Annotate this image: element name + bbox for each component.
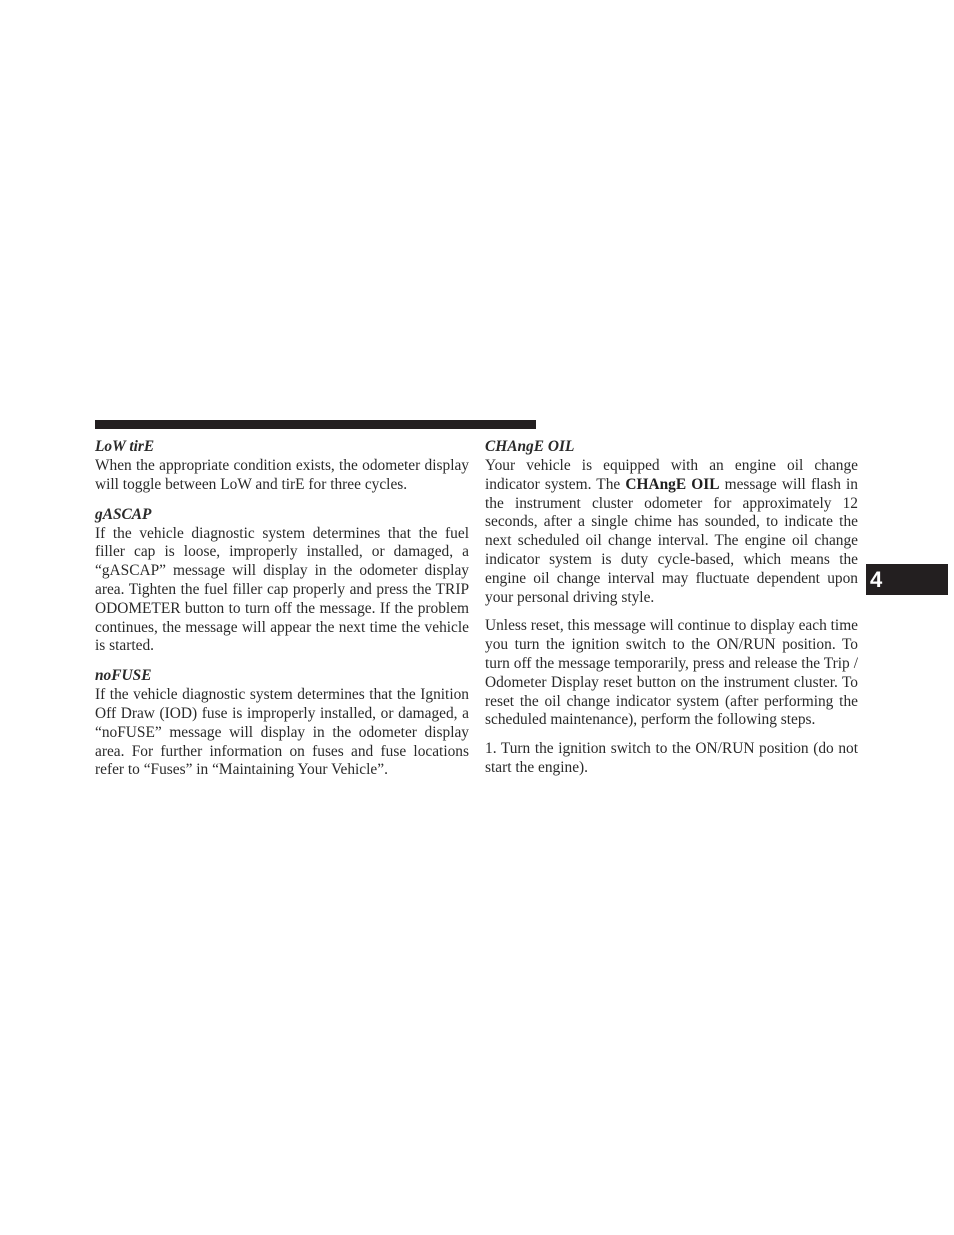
paragraph-nofuse: If the vehicle diagnostic system determines that the Ignition Off Draw (IOD) fuse is improperly installed, or damaged, a “noFUSE” message will display in the odometer display area. For further information on fuses and fuse locations refer to “Fuses” in “Maintaining Your Vehicle”. xyxy=(95,686,469,779)
chapter-tab xyxy=(866,564,948,595)
section-top-rule xyxy=(95,420,536,429)
paragraph-low-tire: When the appropriate condition exists, the odometer display will toggle between LoW and tirE for three cycles. xyxy=(95,457,469,493)
paragraph-change-oil xyxy=(485,457,858,607)
step-1: 1. Turn the ignition switch to the ON/RUN position (do not start the engine). xyxy=(485,740,858,776)
right-column xyxy=(485,437,858,786)
chapter-number: 4 xyxy=(870,567,883,592)
paragraph-reset: Unless reset, this message will continue to display each time you turn the ignition switch to the ON/RUN position. To turn off the message temporarily, press and release the Trip / Odometer Display reset button on the instrument cluster. To reset the oil change indicator system (after performing the scheduled maintenance), perform the following steps. xyxy=(485,617,858,729)
change-oil-bold-term: CHAngE OIL xyxy=(625,475,720,493)
section-gascap xyxy=(95,505,469,657)
left-column xyxy=(95,437,469,788)
section-change-oil xyxy=(485,437,858,607)
paragraph-gascap: If the vehicle diagnostic system determines that the fuel filler cap is loose, improperly installed, or damaged, a “gASCAP” message will display in the odometer display area. Tighten the fuel filler cap properly and press the TRIP ODOMETER button to turn off the message. If the problem continues, the message will appear the next time the vehicle is started. xyxy=(95,524,469,655)
heading-nofuse: noFUSE xyxy=(95,667,152,685)
heading-gascap: gASCAP xyxy=(95,505,152,523)
heading-change-oil: CHAngE OIL xyxy=(485,438,575,455)
heading-low-tire: LoW tirE xyxy=(95,438,155,455)
section-low-tire xyxy=(95,437,469,495)
change-oil-text-before: Your vehicle is equipped with an engine oil change indicator system. The xyxy=(485,457,858,493)
section-nofuse xyxy=(95,666,469,780)
change-oil-text-after: message will flash in the instrument cluster odometer for approximately 12 seconds, after a single chime has sounded, to indicate the next scheduled oil change interval. The engine oil change indicator system is duty cycle-based, which means the engine oil change interval may fluctuate dependent upon your personal driving style. xyxy=(485,475,858,606)
